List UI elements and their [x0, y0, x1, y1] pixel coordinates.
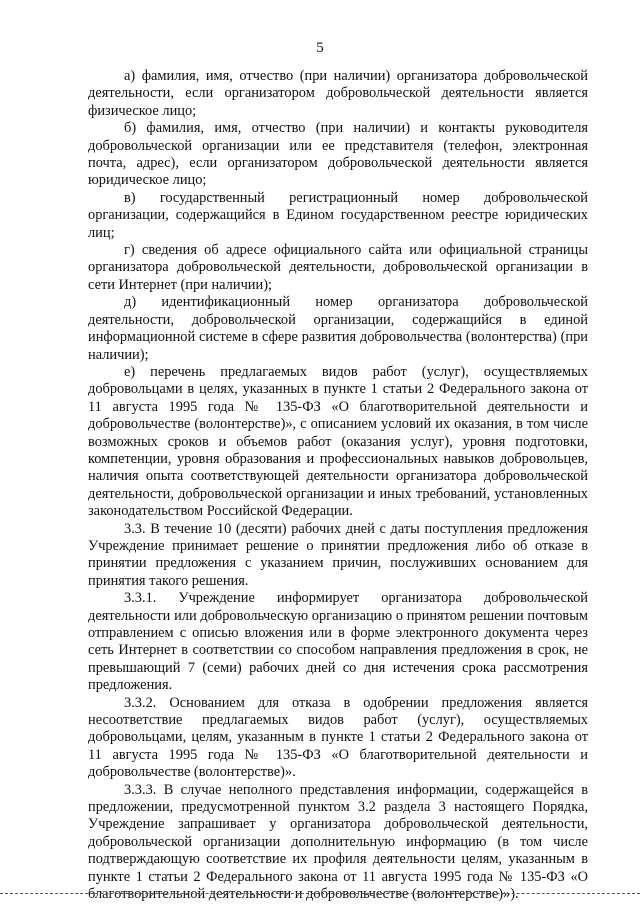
- paragraph-d: д) идентификационный номер организатора добровольческой деятельности, добровольческой организации, содержащийся в единой информационной системе в сфере развития добровольчества (волонтерства) (при наличии);: [88, 294, 588, 363]
- page-number: 5: [316, 40, 324, 56]
- paragraph-3-3-3: 3.3.3. В случае неполного представления информации, содержащейся в предложении, предусмотренной пунктом 3.2 раздела 3 настоящего Порядка, Учреждение запрашивает у организатора добровольческой деятельности, добровольческой организации дополнительную информацию (в том числе подтверждающую соответствие их профиля деятельности целям, указанным в пункте 1 статьи 2 Федерального закона от 11 августа 1995 года № 135-ФЗ «О благотворительной деятельности и добровольчестве (волонтерстве)»).: [88, 781, 588, 903]
- paragraph-3-3: 3.3. В течение 10 (десяти) рабочих дней с даты поступления предложения Учреждение принимает решение о принятии предложения либо об отказе в принятии предложения с указанием причин, послуживших основанием для принятия такого решения.: [88, 520, 588, 589]
- paragraph-b: б) фамилия, имя, отчество (при наличии) и контакты руководителя добровольческой организации или ее представителя (телефон, электронная почта, адрес), если организатором добровольческой деятельности является юридическое лицо;: [88, 120, 588, 189]
- paragraph-3-3-1: 3.3.1. Учреждение информирует организатора добровольческой деятельности или добровольческую организацию о принятом решении почтовым отправлением с описью вложения или в форме электронного документа через сеть Интернет в соответствии со способом направления предложения в срок, не превышающий 7 (семи) рабочих дней со дня истечения срока рассмотрения предложения.: [88, 590, 588, 694]
- paragraph-e: е) перечень предлагаемых видов работ (услуг), осуществляемых добровольцами в целях, указанных в пункте 1 статьи 2 Федерального закона от 11 августа 1995 года № 135-ФЗ «О благотворительной деятельности и добровольчестве (волонтерстве)», с описанием условий их оказания, в том числе возможных сроков и объемов работ (оказания услуг), уровня подготовки, компетенции, уровня образования и профессиональных навыков добровольцев, наличия опыта соответствующей деятельности организатора добровольческой деятельности, добровольческой организации и иных требований, установленных законодательством Российской Федерации.: [88, 363, 588, 520]
- paragraph-g: г) сведения об адресе официального сайта или официальной страницы организатора добровольческой деятельности, добровольческой организации в сети Интернет (при наличии);: [88, 242, 588, 293]
- document-body: [88, 68, 588, 904]
- bottom-divider: [0, 893, 640, 894]
- paragraph-3-3-2: 3.3.2. Основанием для отказа в одобрении предложения является несоответствие предлагаемых видов работ (услуг), осуществляемых добровольцами, целям, указанным в пункте 1 статьи 2 Федерального закона от 11 августа 1995 года № 135-ФЗ «О благотворительной деятельности и добровольчестве (волонтерстве)».: [88, 694, 588, 781]
- paragraph-v: в) государственный регистрационный номер добровольческой организации, содержащийся в Едином государственном реестре юридических лиц;: [88, 189, 588, 241]
- paragraph-a: а) фамилия, имя, отчество (при наличии) организатора добровольческой деятельности, если организатором добровольческой деятельности является физическое лицо;: [88, 68, 588, 119]
